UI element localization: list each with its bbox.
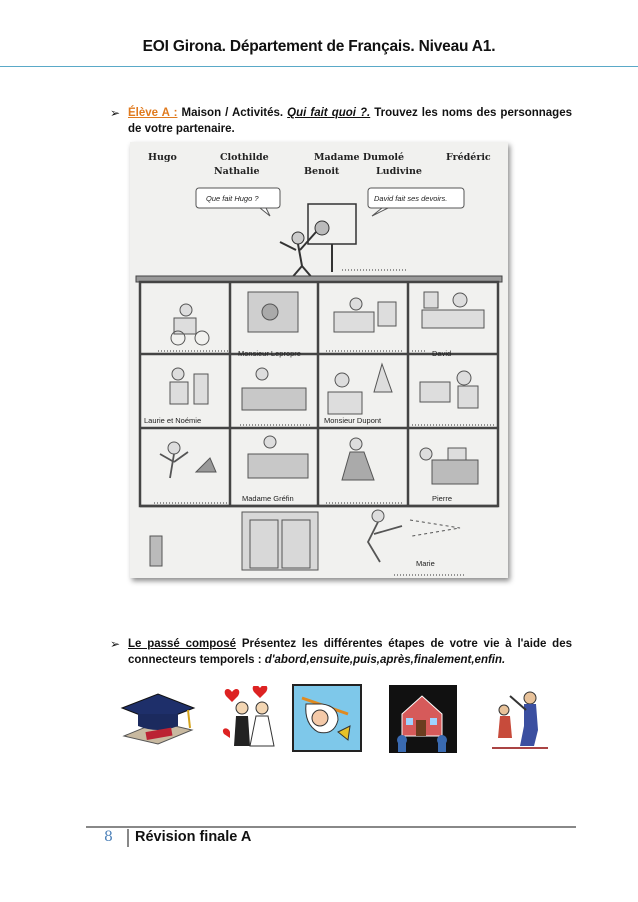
house-moving-icon [388, 684, 458, 754]
name-nathalie: Nathalie [214, 166, 260, 177]
name-clothilde: Clothilde [220, 152, 269, 163]
label-laurie-noemie: Laurie et Noémie [144, 416, 202, 425]
wedding-couple-icon [222, 686, 282, 750]
bubble-right-text: David fait ses devoirs. [374, 194, 448, 203]
label-david: David [432, 349, 452, 358]
house-activities-illustration [130, 142, 508, 578]
hugo-figure [280, 232, 316, 280]
footer-title: Révision finale A [135, 829, 252, 845]
parent-child-icon [488, 686, 552, 750]
label-monsieur-dupont: Monsieur Dupont [324, 416, 382, 425]
label-marie: Marie [416, 559, 435, 568]
label-monsieur-lepropre: Monsieur Lepropre [238, 349, 301, 358]
page-header: EOI Girona. Département de Français. Niveau A1. [142, 38, 496, 55]
footer-divider [86, 826, 576, 828]
bullet-arrow-2: ➢ [110, 637, 121, 651]
name-madame-dumole: Madame Dumolé [314, 152, 405, 163]
bullet-arrow: ➢ [110, 106, 121, 120]
page-number: 8 [104, 829, 113, 845]
instruction-paragraph: Élève A : Maison / Activités. Qui fait quoi ?. Trouvez les noms des personnages de votre partenaire. [128, 107, 572, 135]
name-frederic: Frédéric [446, 152, 491, 163]
stork-baby-icon [292, 684, 362, 752]
name-hugo: Hugo [148, 152, 177, 163]
basketball [315, 221, 329, 235]
name-benoit: Benoit [304, 166, 340, 177]
label-madame-grefin: Madame Gréfin [242, 494, 294, 503]
bubble-left-text: Que fait Hugo ? [206, 194, 259, 203]
passe-compose-title: Le passé composé [128, 638, 237, 650]
connecteurs: d'abord,ensuite,puis,après,finalement,enfin. [264, 654, 506, 666]
footer-separator [127, 829, 129, 847]
basketball-hoop [308, 204, 356, 244]
graduation-cap-icon [118, 686, 198, 746]
header-divider [0, 66, 638, 67]
passe-compose-paragraph: Le passé composé Présentez les différentes étapes de votre vie à l'aide des connecteurs temporels : d'abord,ensuite,puis,après,finalement,enfin. [128, 638, 572, 666]
eleve-label: Élève A : [128, 107, 178, 119]
qui-fait-quoi: Qui fait quoi ?. [287, 107, 371, 119]
label-pierre: Pierre [432, 494, 453, 503]
name-ludivine: Ludivine [376, 166, 422, 177]
